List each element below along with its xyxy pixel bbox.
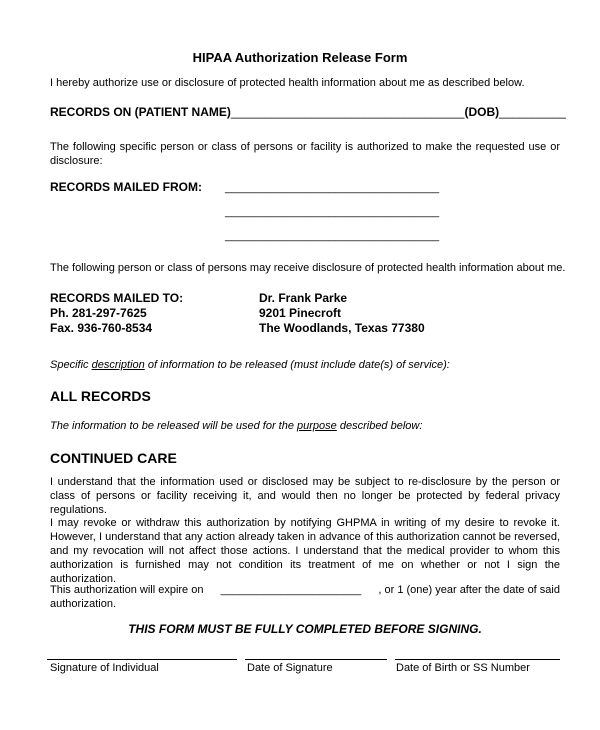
expire-text [50,583,560,611]
purpose-text [50,419,422,433]
recipient-name: Dr. Frank Parke [259,291,348,305]
specific-desc-post: of information to be released (must include date(s) of service): [144,359,450,371]
dob-label: (DOB) [464,105,500,119]
expire-pre: This authorization will expire on [50,584,204,596]
records-on-label: RECORDS ON (PATIENT NAME) [50,105,231,119]
must-complete-notice: THIS FORM MUST BE FULLY COMPLETED BEFORE SIGNING. [128,622,482,636]
signature-date-line[interactable] [245,659,387,660]
intro-text: I hereby authorize use or disclosure of protected health information about me as described below. [50,77,525,89]
records-mailed-to-block [50,291,183,336]
fax-number: Fax. 936-760-8534 [50,321,153,335]
signature-individual-label: Signature of Individual [50,662,159,674]
purpose-link: purpose [297,420,337,432]
expire-tail: authorization. [50,598,117,610]
dob-field[interactable]: __________ [499,105,566,119]
form-title: HIPAA Authorization Release Form [192,50,408,65]
dob-ssn-line[interactable] [395,659,560,660]
signature-date-label: Date of Signature [247,662,333,674]
redisclosure-text: I understand that the information used or disclosed may be subject to re-disclosure by the person or class of persons or facility receiving it, and would then no longer be protected by federal privacy regulations. [50,476,560,516]
mailed-from-line-1[interactable]: ___________________________________ [225,182,440,194]
expiration-date-field[interactable]: _______________________ [220,584,362,596]
patient-name-field[interactable]: ___________________________________ [230,105,465,119]
recipient-street: 9201 Pinecroft [259,306,342,320]
records-on-row [50,105,566,119]
mailed-from-line-2[interactable]: ___________________________________ [225,206,440,218]
signature-individual-line[interactable] [47,659,237,660]
all-records-heading: ALL RECORDS [50,388,151,404]
description-link: description [91,359,145,371]
recipient-city: The Woodlands, Texas 77380 [259,321,425,335]
recipient-address-block [259,291,425,336]
purpose-post: described below: [336,420,423,432]
mailed-from-line-3[interactable]: ___________________________________ [225,230,440,242]
expire-post: , or 1 (one) year after the date of said [378,584,560,596]
receive-disclosure-text: The following person or class of persons may receive disclosure of protected health information about me. [50,262,566,274]
records-mailed-to-label: RECORDS MAILED TO: [50,291,184,305]
continued-care-heading: CONTINUED CARE [50,450,177,466]
specific-desc-pre: Specific [50,359,92,371]
records-mailed-from-label: RECORDS MAILED FROM: [50,180,202,194]
specific-description-text [50,358,450,372]
phone-number: Ph. 281-297-7625 [50,306,147,320]
revoke-text: I may revoke or withdraw this authorization by notifying GHPMA in writing of my desire to revoke it. However, I understand that any action already taken in advance of this authorization cannot be reversed, and my revocation will not affect those actions. I understand that the medical provider to whom this authorization is furnished may not condition its treatment of me on whether or not I sign the authorization. [50,517,560,585]
purpose-pre: The information to be released will be used for the [50,420,298,432]
specific-person-text: The following specific person or class of persons or facility is authorized to make the requested use or disclosure: [50,141,560,167]
dob-ssn-label: Date of Birth or SS Number [396,662,530,674]
